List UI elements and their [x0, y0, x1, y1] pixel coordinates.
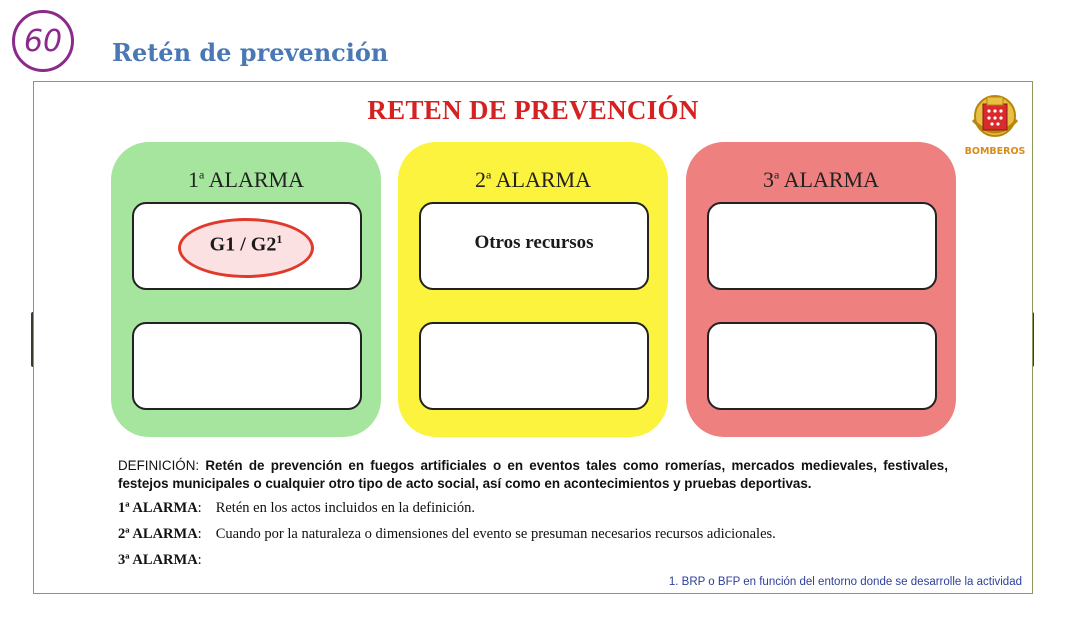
alarm-card-2 — [398, 142, 668, 437]
definition-paragraph — [118, 457, 948, 493]
definition-text: Retén de prevención en fuegos artificiales o en eventos tales como romerías, mercados medievales, festivales, festejos municipales o cualquier otro tipo de acto social, así como en acontecimientos y pruebas deportivas. — [118, 458, 948, 491]
alarm-card-2-resource-label: Otros recursos — [474, 232, 594, 253]
alarm-card-3 — [686, 142, 956, 437]
logo-text: BOMBEROS — [964, 146, 1026, 157]
alarm-line-2-desc: Cuando por la naturaleza o dimensiones del evento se presuman necesarios recursos adicionales. — [215, 526, 776, 542]
alarm-card-2-resource-box — [419, 202, 649, 290]
bomberos-logo-icon — [959, 90, 1031, 158]
alarm-card-1-empty-box — [132, 322, 362, 410]
alarm-card-1 — [111, 142, 381, 437]
alarm-line-1-desc: Retén en los actos incluidos en la definición. — [215, 500, 476, 516]
alarm-card-3-title: 3$^a$ ALARMA — [763, 167, 879, 192]
page-title: Retén de prevención — [112, 38, 389, 67]
definition-label: DEFINICIÓN: — [118, 458, 200, 473]
alarm-line-2-label: 2ª ALARMA — [118, 526, 198, 542]
alarm-line-1: 1ª ALARMA: Retén en los actos incluidos en la definición. — [118, 500, 476, 516]
alarm-line-2: 2ª ALARMA: Cuando por la naturaleza o dimensiones del evento se presuman necesarios recursos adicionales. — [118, 526, 776, 542]
alarm-line-3-label: 3ª ALARMA — [118, 552, 198, 568]
footnote: 1. BRP o BFP en función del entorno donde se desarrolle la actividad — [668, 576, 1022, 588]
alarm-line-1-label: 1ª ALARMA — [118, 500, 198, 516]
slide — [33, 81, 1033, 594]
alarm-card-3-empty-box-bottom — [707, 322, 937, 410]
alarm-line-3: 3ª ALARMA: — [118, 552, 202, 568]
alarm-card-1-resource-box — [132, 202, 362, 290]
alarm-card-2-empty-box — [419, 322, 649, 410]
alarm-card-3-empty-box-top — [707, 202, 937, 290]
alarm-card-2-title: 2$^a$ ALARMA — [475, 167, 591, 192]
alarm-card-1-title: 1$^a$ ALARMA — [188, 167, 304, 192]
page-number-badge: 60 — [12, 10, 74, 72]
alarm-card-1-resource-label: $G1 / G2^1$ — [209, 232, 283, 256]
slide-title: RETEN DE PREVENCIÓN — [367, 95, 699, 125]
